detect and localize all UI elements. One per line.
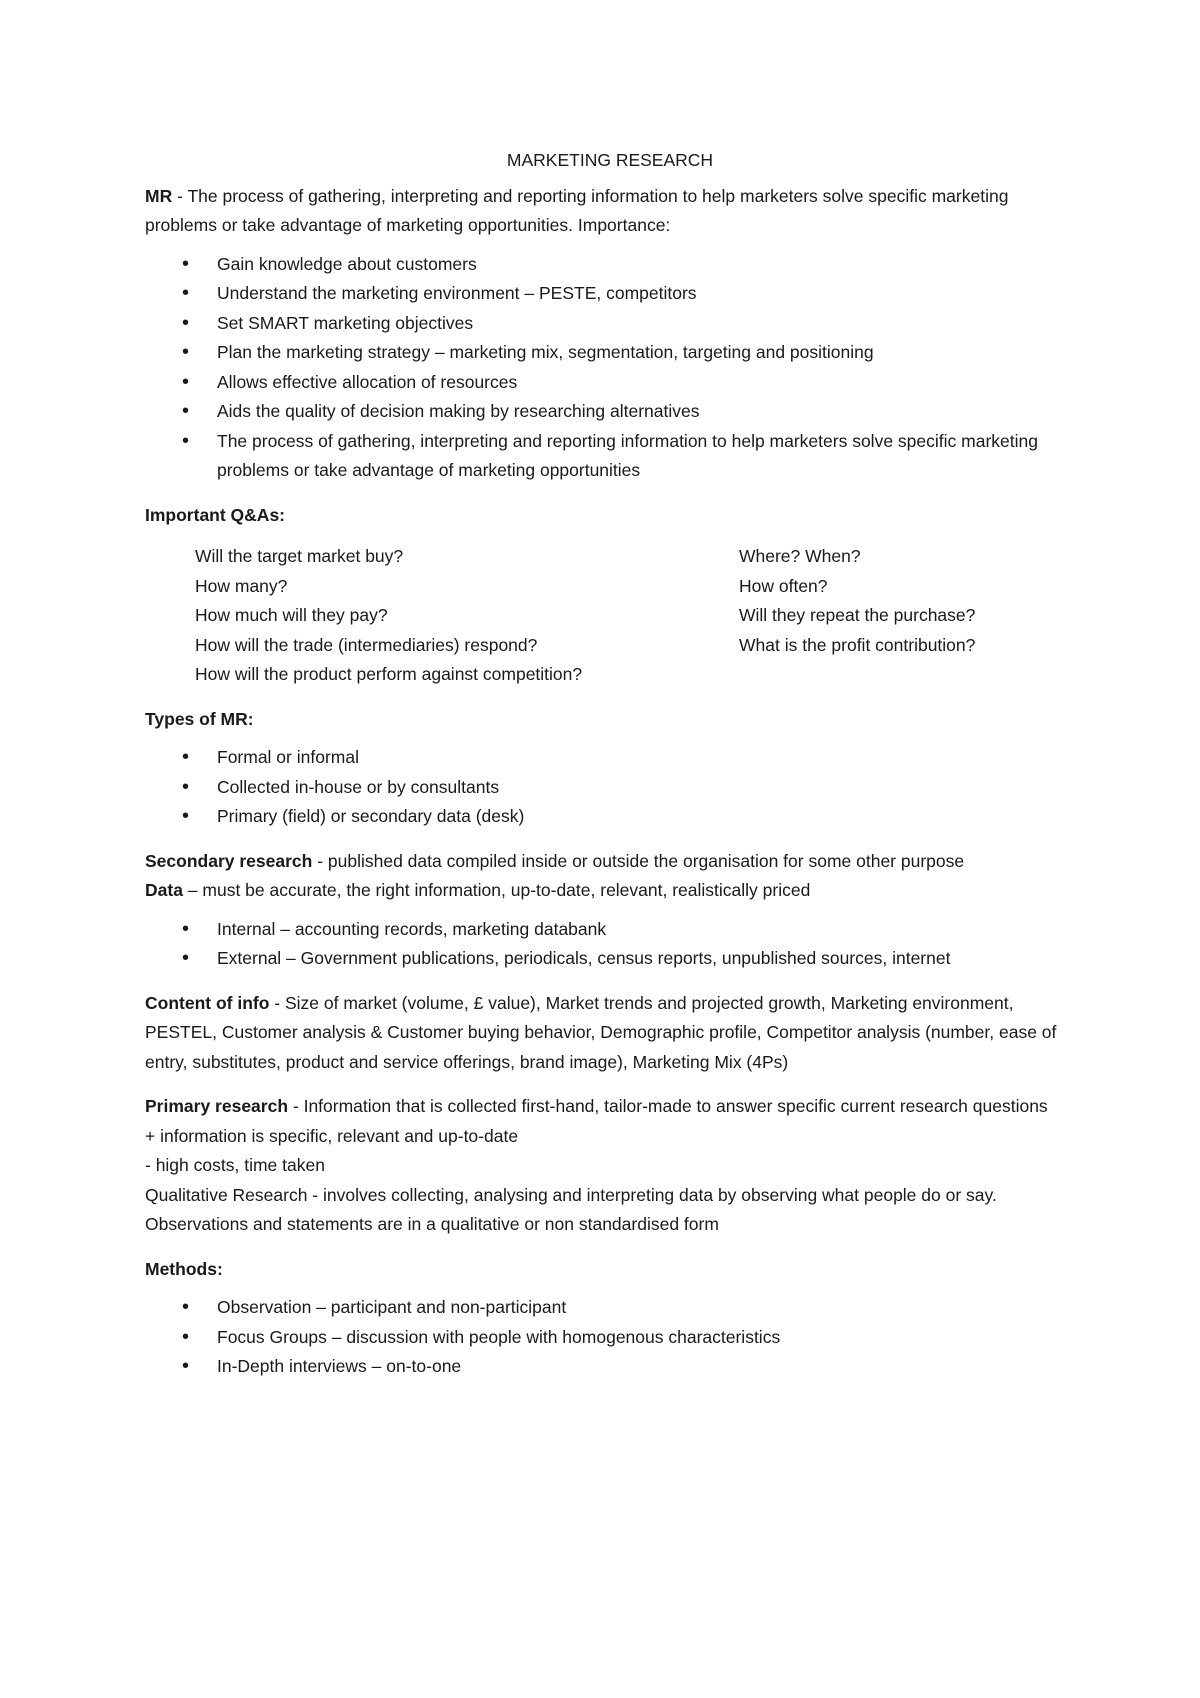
primary-advantage: + information is specific, relevant and up-to-date	[145, 1125, 519, 1146]
list-item: • Internal – accounting records, marketing databank	[217, 915, 1075, 945]
qa-grid	[145, 542, 1075, 690]
content-term: Content of info	[145, 992, 270, 1013]
list-item: • External – Government publications, periodicals, census reports, unpublished sources, internet	[217, 944, 1075, 974]
types-list	[145, 743, 1075, 832]
data-definition	[145, 876, 1075, 906]
list-item: • Collected in-house or by consultants	[217, 773, 1075, 803]
list-item: • Primary (field) or secondary data (desk)	[217, 802, 1075, 832]
primary-definition-text: - Information that is collected first-hand, tailor-made to answer specific current research questions	[288, 1096, 1048, 1116]
methods-heading	[145, 1255, 1075, 1285]
qa-heading	[145, 501, 1075, 531]
qa-heading-text: Important Q&As:	[145, 504, 285, 525]
list-item: • Observation – participant and non-participant	[217, 1293, 1075, 1323]
types-heading	[145, 705, 1075, 735]
list-item: • Understand the marketing environment – PESTE, competitors	[217, 279, 1075, 309]
qa-question: How will the trade (intermediaries) respond?	[195, 634, 538, 655]
content-of-info	[145, 989, 1075, 1078]
secondary-definition	[145, 847, 1075, 877]
methods-list	[145, 1293, 1075, 1382]
list-item: • Focus Groups – discussion with people with homogenous characteristics	[217, 1323, 1075, 1353]
qa-question: Will the target market buy?	[195, 546, 404, 566]
primary-disadvantage: - high costs, time taken	[145, 1155, 325, 1175]
importance-list	[145, 250, 1075, 486]
qa-question: Will they repeat the purchase?	[739, 605, 976, 625]
qa-question: How much will they pay?	[195, 605, 388, 625]
content-text: - Size of market (volume, £ value), Market trends and projected growth, Marketing environment, PESTEL, Customer analysis & Customer buying behavior, Demographic profile, Competitor analysis (number, ease of entry, substitutes, product and service offerings, brand image), Marketing Mix (4Ps)	[145, 992, 1057, 1072]
list-item: • Aids the quality of decision making by researching alternatives	[217, 397, 1075, 427]
page-title: MARKETING RESEARCH	[506, 150, 714, 170]
list-item: • Plan the marketing strategy – marketing mix, segmentation, targeting and positioning	[217, 338, 1075, 368]
primary-definition	[145, 1092, 1075, 1122]
list-item: • Gain knowledge about customers	[217, 250, 1075, 280]
qa-question: What is the profit contribution?	[739, 634, 976, 655]
list-item: • In-Depth interviews – on-to-one	[217, 1352, 1075, 1382]
qualitative-research: Qualitative Research - involves collecting, analysing and interpreting data by observing what people do or say. Observations and statements are in a qualitative or non standardised form	[145, 1184, 997, 1234]
mr-definition	[145, 182, 1075, 241]
document-body	[145, 146, 1075, 1382]
list-item: • The process of gathering, interpreting and reporting information to help marketers solve specific marketing problems or take advantage of marketing opportunities	[217, 427, 1075, 486]
list-item: • Allows effective allocation of resources	[217, 368, 1075, 398]
data-definition-text: – must be accurate, the right information, up-to-date, relevant, realistically priced	[182, 880, 811, 900]
secondary-term: Secondary research	[145, 850, 313, 871]
qa-question: How many?	[195, 575, 288, 596]
qa-question: How will the product perform against competition?	[195, 664, 583, 684]
qa-question: How often?	[739, 575, 828, 596]
qa-empty	[739, 660, 1075, 690]
secondary-definition-text: - published data compiled inside or outside the organisation for some other purpose	[312, 850, 965, 871]
qa-question: Where? When?	[739, 546, 861, 566]
list-item: • Set SMART marketing objectives	[217, 309, 1075, 339]
data-term: Data	[145, 880, 183, 900]
list-item: • Formal or informal	[217, 743, 1075, 773]
mr-term: MR	[145, 185, 173, 206]
secondary-list	[145, 915, 1075, 974]
mr-definition-text: - The process of gathering, interpreting and reporting information to help marketers solve specific marketing problems or take advantage of marketing opportunities. Importance:	[145, 185, 1009, 235]
methods-heading-text: Methods:	[145, 1258, 223, 1279]
types-heading-text: Types of MR:	[145, 708, 254, 729]
primary-term: Primary research	[145, 1096, 289, 1116]
